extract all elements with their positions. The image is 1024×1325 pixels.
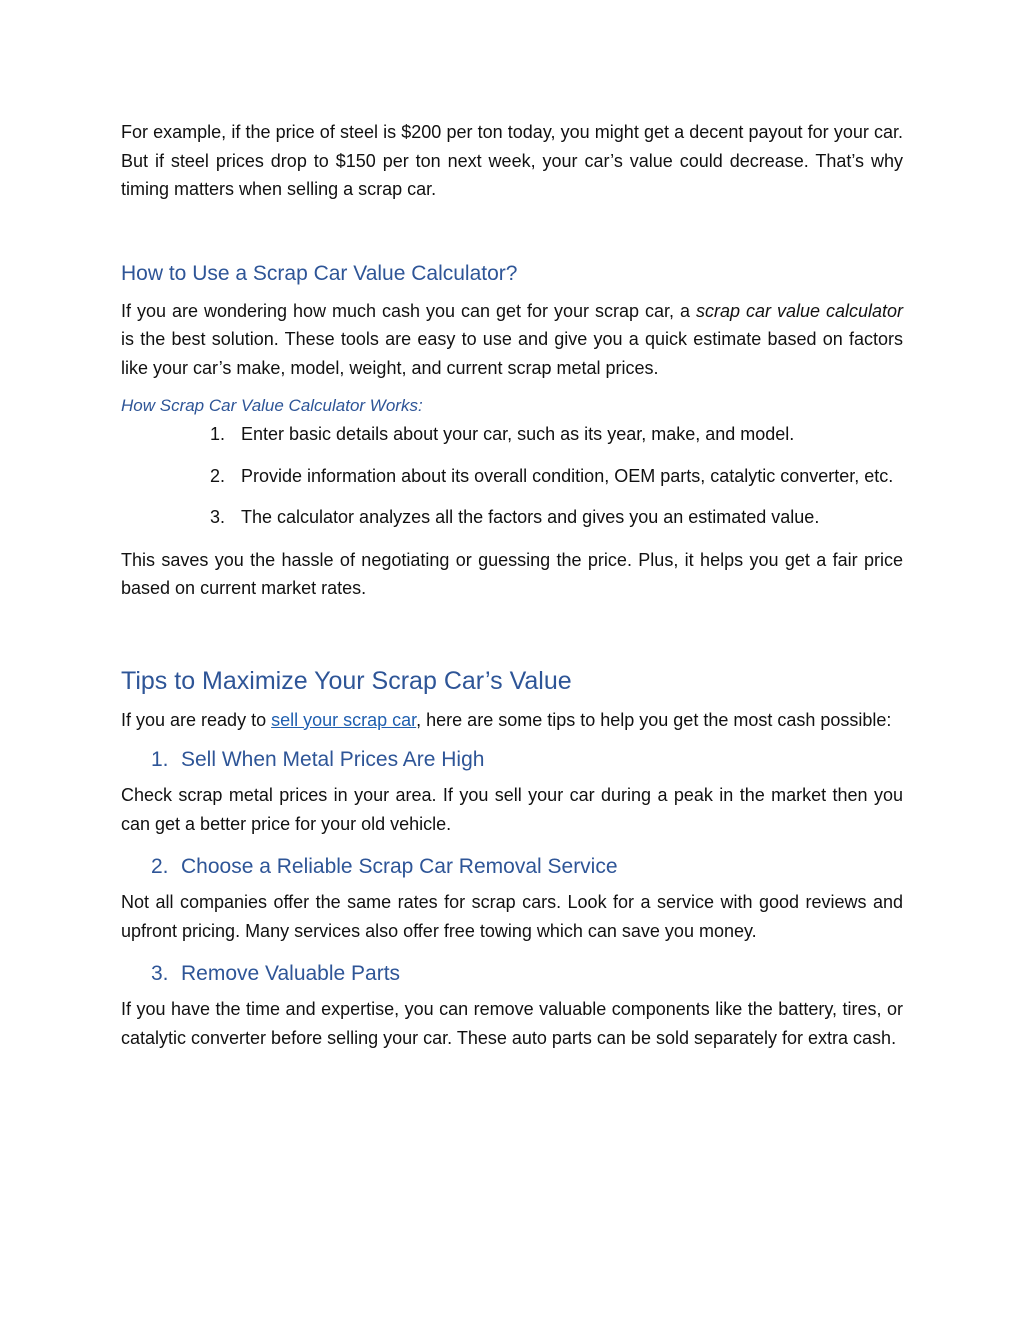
step-text: Provide information about its overall condition, OEM parts, catalytic converter, etc. xyxy=(241,465,894,486)
calculator-paragraph xyxy=(121,297,903,383)
step-number: 3. xyxy=(210,507,226,527)
tips-intro-end: , here are some tips to help you get the most cash possible: xyxy=(416,709,892,730)
tip-number: 1. xyxy=(151,748,169,771)
tip-heading-1 xyxy=(121,748,903,772)
tips-heading: Tips to Maximize Your Scrap Car’s Value xyxy=(121,666,572,695)
tip-title: Sell When Metal Prices Are High xyxy=(181,748,485,771)
sell-scrap-car-link[interactable]: sell your scrap car xyxy=(271,709,417,730)
calculator-term: scrap car value calculator xyxy=(695,300,903,321)
tips-intro-start: If you are ready to xyxy=(121,709,272,730)
calculator-closing-paragraph: This saves you the hassle of negotiating or guessing the price. Plus, it helps you get a fair price based on current market rates. xyxy=(121,549,903,598)
calculator-paragraph-end: is the best solution. These tools are easy to use and give you a quick estimate based on factors like your car’s make, model, weight, and current scrap metal prices. xyxy=(121,329,903,378)
page-content xyxy=(121,118,903,1052)
tip-heading-3 xyxy=(121,962,903,986)
calculator-works-subheading: How Scrap Car Value Calculator Works: xyxy=(121,396,423,415)
tip-title: Choose a Reliable Scrap Car Removal Service xyxy=(181,855,618,878)
list-item xyxy=(210,422,903,446)
calculator-heading: How to Use a Scrap Car Value Calculator? xyxy=(121,261,518,285)
list-item xyxy=(210,464,903,488)
calculator-paragraph-start: If you are wondering how much cash you can get for your scrap car, a xyxy=(121,300,696,321)
list-item xyxy=(210,505,903,529)
intro-paragraph: For example, if the price of steel is $200 per ton today, you might get a decent payout for your car. But if steel prices drop to $150 per ton next week, your car’s value could decrease. That’s why timing matters when selling a scrap car. xyxy=(121,122,903,199)
calculator-steps-list xyxy=(121,422,903,529)
tip-number: 3. xyxy=(151,962,169,985)
tip-number: 2. xyxy=(151,855,169,878)
step-text: Enter basic details about your car, such as its year, make, and model. xyxy=(241,424,795,444)
tip-body-1: Check scrap metal prices in your area. If you sell your car during a peak in the market then you can get a better price for your old vehicle. xyxy=(121,785,903,834)
step-number: 2. xyxy=(210,465,226,486)
tips-intro-paragraph xyxy=(121,706,903,735)
step-text: The calculator analyzes all the factors and gives you an estimated value. xyxy=(241,507,820,527)
tip-title: Remove Valuable Parts xyxy=(181,962,401,985)
step-number: 1. xyxy=(210,424,226,444)
tip-body-2: Not all companies offer the same rates for scrap cars. Look for a service with good reviews and upfront pricing. Many services also offer free towing which can save you money. xyxy=(121,892,903,941)
tip-body-3: If you have the time and expertise, you can remove valuable components like the battery, tires, or catalytic converter before selling your car. These auto parts can be sold separately for extra cash. xyxy=(121,999,903,1048)
tip-heading-2 xyxy=(121,855,903,879)
